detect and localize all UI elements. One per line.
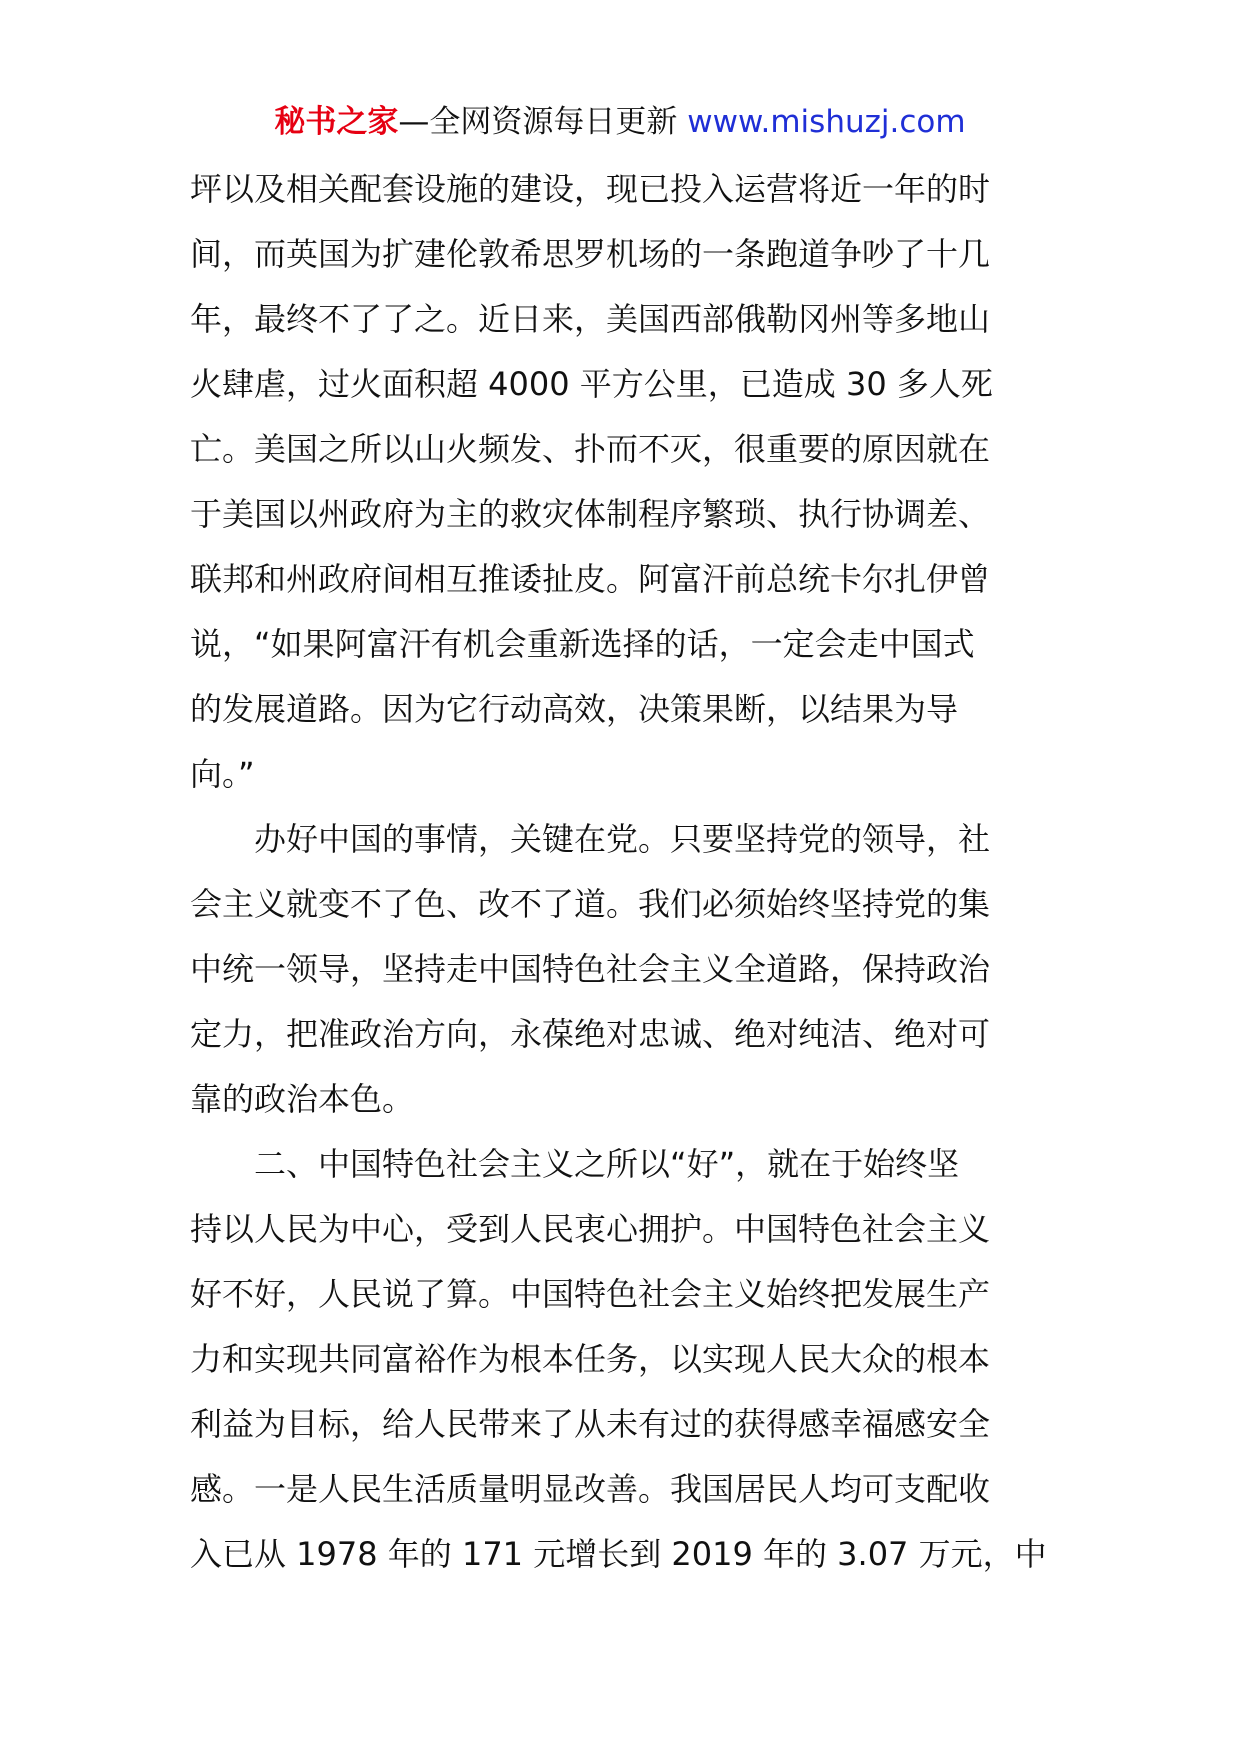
text-line: 联邦和州政府间相互推诿扯皮。阿富汗前总统卡尔扎伊曾	[190, 560, 991, 598]
text-line: 利益为目标，给人民带来了从未有过的获得感幸福感安全	[190, 1405, 991, 1443]
document-body	[190, 168, 1062, 1598]
text-line: 于美国以州政府为主的救灾体制程序繁琐、执行协调差、	[190, 495, 991, 533]
text-line: 说，“如果阿富汗有机会重新选择的话，一定会走中国式	[190, 625, 975, 663]
text-line: 火肆虐，过火面积超 4000 平方公里，已造成 30 多人死	[190, 365, 993, 403]
brand-name: 秘书之家	[274, 104, 399, 140]
paragraph	[190, 818, 1062, 1143]
paragraph	[190, 168, 1062, 818]
text-line: 感。一是人民生活质量明显改善。我国居民人均可支配收	[190, 1470, 991, 1508]
paragraph	[190, 1143, 1062, 1598]
text-line: 定力，把准政治方向，永葆绝对忠诚、绝对纯洁、绝对可	[190, 1015, 991, 1053]
text-line: 间，而英国为扩建伦敦希思罗机场的一条跑道争吵了十几	[190, 235, 991, 273]
text-line: 会主义就变不了色、改不了道。我们必须始终坚持党的集	[190, 885, 991, 923]
text-line: 好不好，人民说了算。中国特色社会主义始终把发展生产	[190, 1275, 991, 1313]
text-line: 靠的政治本色。	[190, 1080, 415, 1118]
text-line: 持以人民为中心，受到人民衷心拥护。中国特色社会主义	[190, 1210, 991, 1248]
text-line: 入已从 1978 年的 171 元增长到 2019 年的 3.07 万元，中	[190, 1535, 1047, 1573]
text-line: 办好中国的事情，关键在党。只要坚持党的领导，社	[254, 820, 991, 858]
document-header	[0, 100, 1240, 144]
text-line: 力和实现共同富裕作为根本任务，以实现人民大众的根本	[190, 1340, 991, 1378]
header-url[interactable]: www.mishuzj.com	[687, 104, 966, 140]
text-line: 亡。美国之所以山火频发、扑而不灭，很重要的原因就在	[190, 430, 991, 468]
text-line: 中统一领导，坚持走中国特色社会主义全道路，保持政治	[190, 950, 991, 988]
text-line: 二、中国特色社会主义之所以“好”，就在于始终坚	[254, 1145, 960, 1183]
header-slogan: —全网资源每日更新	[398, 104, 678, 140]
text-line: 向。”	[190, 755, 255, 793]
text-line: 坪以及相关配套设施的建设，现已投入运营将近一年的时	[190, 170, 991, 208]
text-line: 的发展道路。因为它行动高效，决策果断，以结果为导	[190, 690, 959, 728]
text-line: 年，最终不了了之。近日来，美国西部俄勒冈州等多地山	[190, 300, 991, 338]
